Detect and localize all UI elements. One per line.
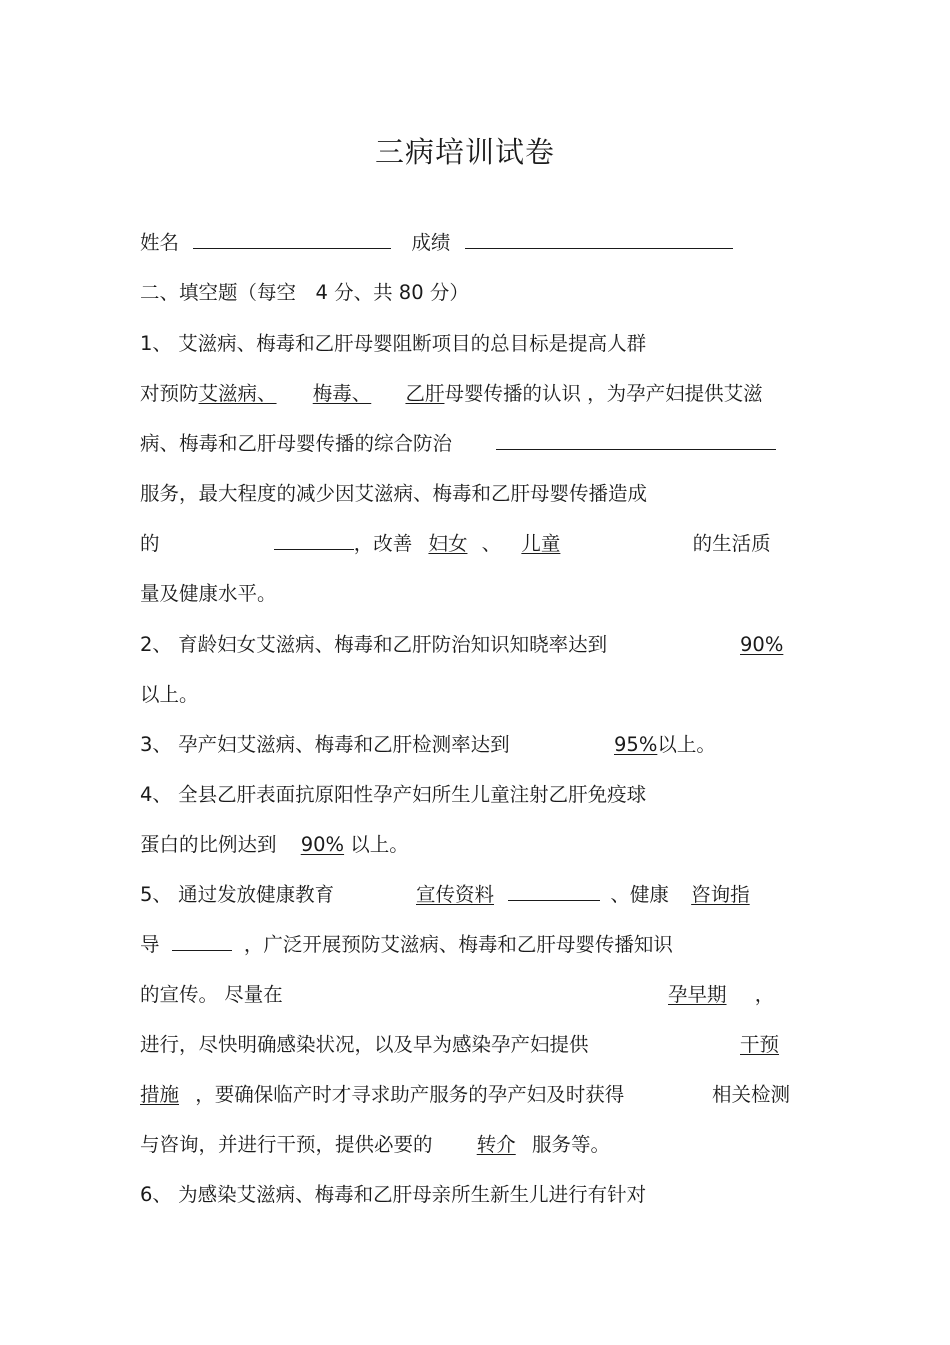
q5-answer-consult-cont: 导: [140, 933, 160, 956]
q1-text: 病、梅毒和乙肝母婴传播的综合防治: [140, 432, 453, 455]
q5-text: 、健康: [610, 883, 669, 906]
q1-text: 的: [140, 532, 160, 555]
q3-answer: 95%: [614, 733, 658, 756]
q1-answer-children: 儿童: [521, 532, 561, 555]
q6-line1: 6、 为感染艾滋病、梅毒和乙肝母亲所生新生儿进行有针对: [140, 1183, 647, 1206]
q5-answer-early-pregnancy: 孕早期: [668, 983, 727, 1006]
q5-blank-1[interactable]: [508, 880, 600, 901]
name-label: 姓名: [140, 231, 180, 254]
q5-line5: [140, 1080, 624, 1110]
q1-answer-women: 妇女: [428, 532, 468, 555]
page-title: 三病培训试卷: [374, 135, 555, 169]
q5-line6: [140, 1130, 610, 1160]
q1-text: 对预防: [140, 382, 199, 405]
q5-line3-answer: [668, 980, 774, 1010]
q3-answer-row: [614, 730, 716, 760]
q2-line2: 以上。: [140, 683, 199, 706]
q1-line2: [140, 379, 763, 409]
q5-answer-intervention-cont: 措施: [140, 1083, 180, 1106]
q1-text: ，改善: [353, 532, 413, 555]
q5-text: ，广泛开展预防艾滋病、梅毒和乙肝母婴传播知识: [243, 933, 673, 956]
name-field[interactable]: [193, 228, 391, 249]
q4-answer: 90%: [300, 833, 345, 856]
q1-line5: [140, 529, 771, 559]
q4-line1: 4、 全县乙肝表面抗原阳性孕产妇所生儿童注射乙肝免疫球: [140, 783, 647, 806]
q3-line1: 3、 孕产妇艾滋病、梅毒和乙肝检测率达到: [140, 733, 510, 756]
q1-answer-hepatitis-b: 乙肝: [405, 382, 445, 405]
q1-line4: 服务，最大程度的减少因艾滋病、梅毒和乙肝母婴传播造成: [140, 482, 648, 505]
q5-line4: 进行，尽快明确感染状况，以及早为感染孕产妇提供: [140, 1033, 589, 1056]
q1-blank-2[interactable]: [274, 529, 354, 550]
q1-answer-aids: 艾滋病、: [198, 382, 277, 405]
q1-line1: 1、 艾滋病、梅毒和乙肝母婴阻断项目的总目标是提高人群: [140, 332, 647, 355]
q5-answer-referral: 转介: [476, 1133, 516, 1156]
q5-text: ，要确保临产时才寻求助产服务的孕产妇及时获得: [195, 1083, 625, 1106]
score-label: 成绩: [411, 231, 451, 254]
q3-tail: 以上。: [657, 733, 716, 756]
q1-blank-1[interactable]: [496, 429, 776, 450]
q2-line1: 2、 育龄妇女艾滋病、梅毒和乙肝防治知识知晓率达到: [140, 633, 608, 656]
header-row: [140, 228, 733, 258]
q5-line2: [140, 930, 673, 960]
q5-line3: 的宣传。 尽量在: [140, 983, 283, 1006]
q5-line1: [140, 880, 334, 910]
q1-line3: [140, 429, 776, 459]
q5-line1-answers: [416, 880, 750, 910]
q5-text: ，: [754, 983, 775, 1006]
score-field[interactable]: [465, 228, 733, 249]
q1-text: 的生活质: [692, 532, 771, 555]
q5-text-testing: 相关检测: [712, 1083, 791, 1106]
q5-text: 服务等。: [531, 1133, 610, 1156]
q5-answer-materials: 宣传资料: [416, 883, 495, 906]
section-heading: 二、填空题（每空 4 分、共 80 分）: [140, 281, 469, 304]
q1-answer-syphilis: 梅毒、: [312, 382, 372, 405]
q5-answer-consult: 咨询指: [691, 883, 750, 906]
q1-text: 母婴传播的认识 ，为孕产妇提供艾滋: [444, 382, 763, 405]
q4-line2: [140, 830, 409, 860]
q4-text: 以上。: [350, 833, 409, 856]
q1-separator: 、: [481, 532, 502, 555]
q4-text: 蛋白的比例达到: [140, 833, 277, 856]
q2-answer: 90%: [740, 633, 784, 656]
q5-blank-2[interactable]: [172, 930, 232, 951]
q5-text: 与咨询，并进行干预，提供必要的: [140, 1133, 433, 1156]
q1-line6: 量及健康水平。: [140, 582, 277, 605]
q5-answer-intervention: 干预: [740, 1033, 780, 1056]
q5-text: 5、 通过发放健康教育: [140, 883, 335, 906]
